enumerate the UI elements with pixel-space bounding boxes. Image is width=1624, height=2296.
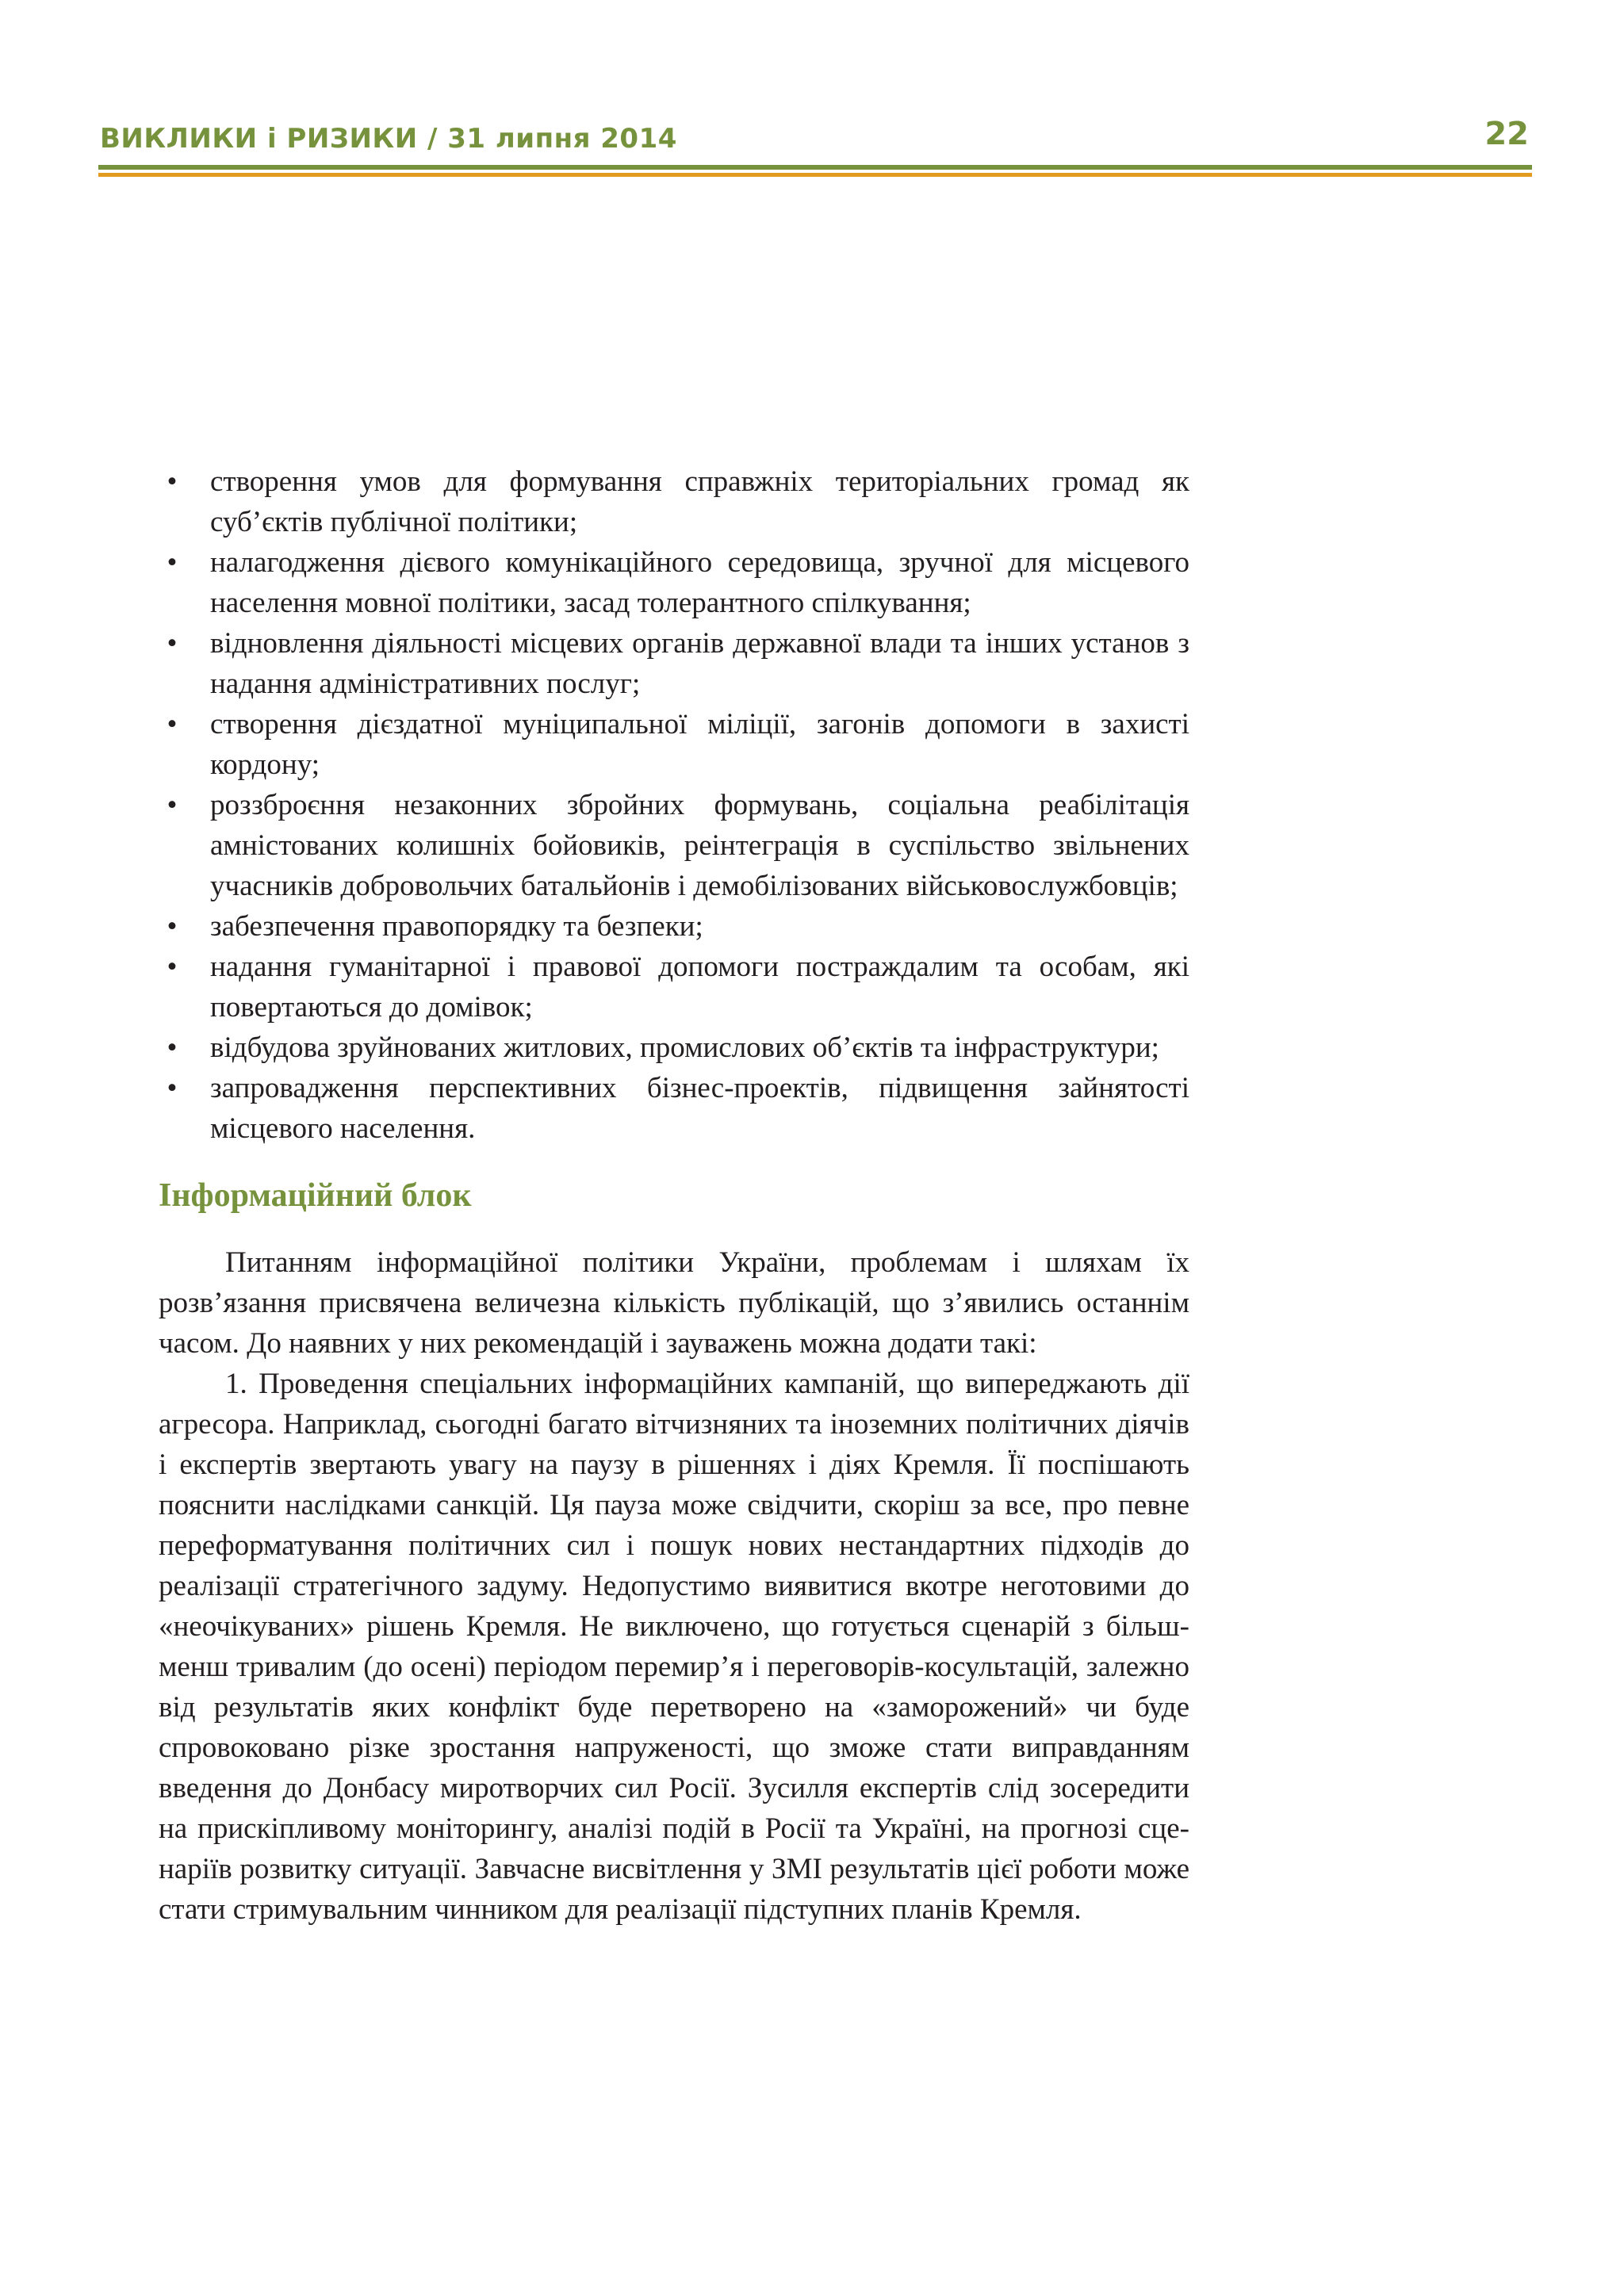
bullet-icon: • [167,465,178,498]
bullet-icon: • [167,1072,178,1104]
bullet-icon: • [167,789,178,821]
bullet-icon: • [167,627,178,660]
list-item [159,1068,1189,1149]
list-item [159,906,1189,947]
list-item [159,542,1189,623]
list-item-text: роззброєння незаконних збройних формувань, соціальна реабілітація амністованих колишніх бойовиків, реінтеграція в суспільство звільнених учасників добровольчих батальйонів і демобілізованих військовослужбовців; [210,789,1189,902]
bullet-icon: • [167,951,178,983]
list-item [159,1027,1189,1068]
list-item-text: запровадження перспективних бізнес-проектів, підвищення зайнятості місцевого населення. [210,1072,1189,1145]
bullet-icon: • [167,708,178,740]
list-item [159,623,1189,704]
list-item [159,461,1189,542]
list-item [159,947,1189,1027]
bullet-icon: • [167,1031,178,1064]
list-item-text: налагодження дієвого комунікаційного середовища, зручної для місцевого населення мовної політики, засад толерантного спілкування; [210,546,1189,619]
list-item-text: відбудова зруйнованих житлових, промислових об’єктів та інфраструктури; [210,1031,1159,1064]
bullet-icon: • [167,546,178,579]
list-item-text: створення дієздатної муніципальної міліції, загонів допомоги в захисті кордону; [210,708,1189,781]
paragraph: 1. Проведення спеціальних інформаційних кампаній, що випереджають дії агресора. Наприклад, сьогодні багато вітчизняних та іноземних політичних діячів і експертів звертають увагу на паузу в рішеннях і діях Кремля. Її поспішають пояснити наслідками санкцій. Ця пауза може свідчити, скоріш за все, про певне переформатування політичних сил і пошук нових нестандартних підходів до реалізації стратегічного задуму. Недопустимо виявитися вкотре неготовими до «неочікуваних» рішень Кремля. Не виключено, що готується сценарій з більш-менш тривалим (до осені) періодом перемир’я і переговорів-косультацій, залежно від результатів яких конфлікт буде перетворено на «заморожений» чи буде спровоковано різке зростання напруженості, що зможе стати виправданням введення до Донбасу миротворчих сил Росії. Зусилля експертів слід зосередити на прискіпливому моніторингу, аналізі подій в Росії та Україні, на прогнозі сценаріїв розвитку ситуації. Завчасне висвітлення у ЗМІ результатів цієї роботи може стати стримувальним чинником для реалізації підступних планів Кремля. [159,1368,1189,1926]
paragraph: Питанням інформаційної політики України, проблемам і шляхам їх розв’язання присвячена величезна кількість публікацій, що з’явились останнім часом. До наявних у них рекомендацій і зауважень можна додати такі: [159,1246,1189,1360]
list-item-text: забезпечення правопорядку та безпеки; [210,910,703,943]
list-item [159,704,1189,785]
list-item-text: створення умов для формування справжніх територіальних громад як суб’єктів публічної політики; [210,465,1189,538]
list-item [159,785,1189,906]
header-rule-orange [98,173,1532,177]
header-title: ВИКЛИКИ і РИЗИКИ / 31 липня 2014 [100,123,677,155]
bullet-icon: • [167,910,178,943]
section-heading: Інформаційний блок [159,1177,472,1214]
list-item-text: відновлення діяльності місцевих органів державної влади та інших установ з надання адміністративних послуг; [210,627,1189,700]
page-number: 22 [1484,116,1529,152]
page-body [159,461,1189,1930]
header-rule-green [98,165,1532,170]
list-item-text: надання гуманітарної і правової допомоги постраждалим та особам, які повертаються до домівок; [210,951,1189,1024]
bullet-list [159,461,1189,1149]
